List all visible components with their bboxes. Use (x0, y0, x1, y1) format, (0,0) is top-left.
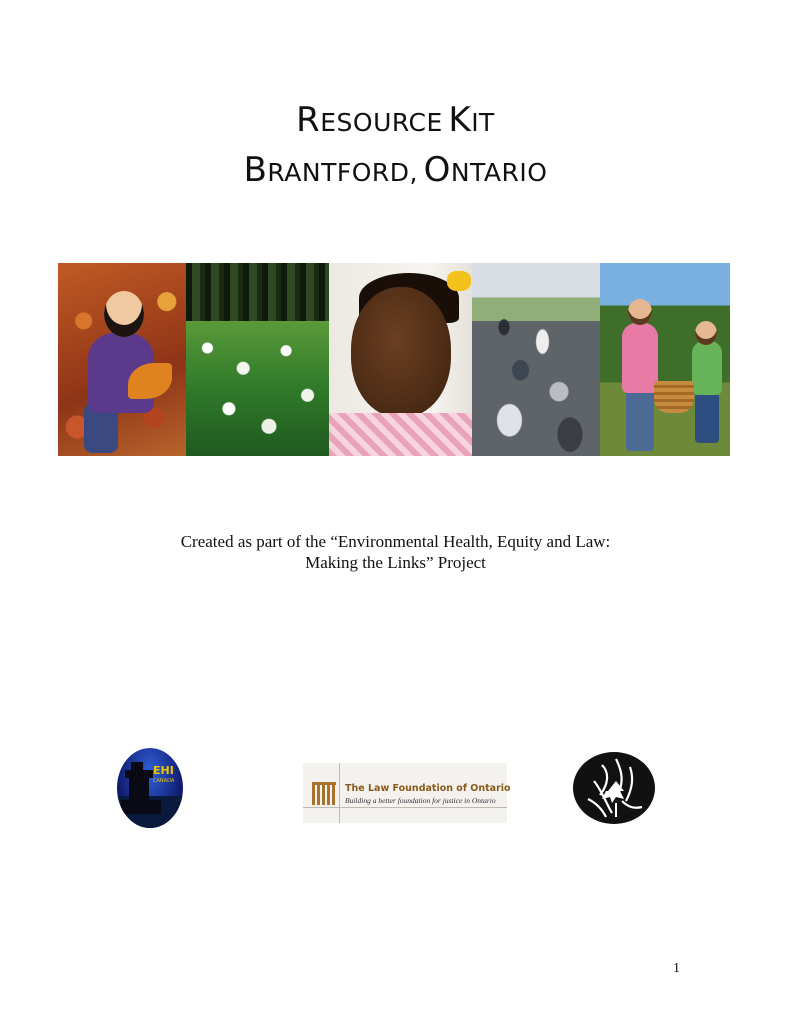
photo-banner (58, 263, 730, 456)
caption-line-2: Making the Links” Project (305, 553, 486, 572)
photo-child-in-autumn-leaves (58, 263, 186, 456)
photo-forest-trilliums (186, 263, 329, 456)
project-caption (0, 531, 791, 573)
law-foundation-of-ontario-logo (303, 763, 511, 823)
photo-child-portrait (329, 263, 472, 456)
leaf-emblem-logo (572, 751, 656, 825)
photo-children-with-apple-basket (600, 263, 730, 456)
law-foundation-tagline: Building a better foundation for justice in Ontario (345, 796, 496, 805)
document-title-line-2: BRANTFORD, ONTARIO (243, 150, 548, 190)
document-title-line-1: RESOURCE KIT (296, 100, 495, 140)
page-number: 1 (673, 961, 680, 976)
photo-highway-traffic (472, 263, 600, 456)
law-foundation-name: The Law Foundation of Ontario (345, 783, 511, 794)
ehi-canada-logo: EHI CANADA (117, 748, 183, 828)
caption-line-1: Created as part of the “Environmental Health, Equity and Law: (180, 532, 611, 551)
law-foundation-mark-icon (312, 782, 336, 805)
